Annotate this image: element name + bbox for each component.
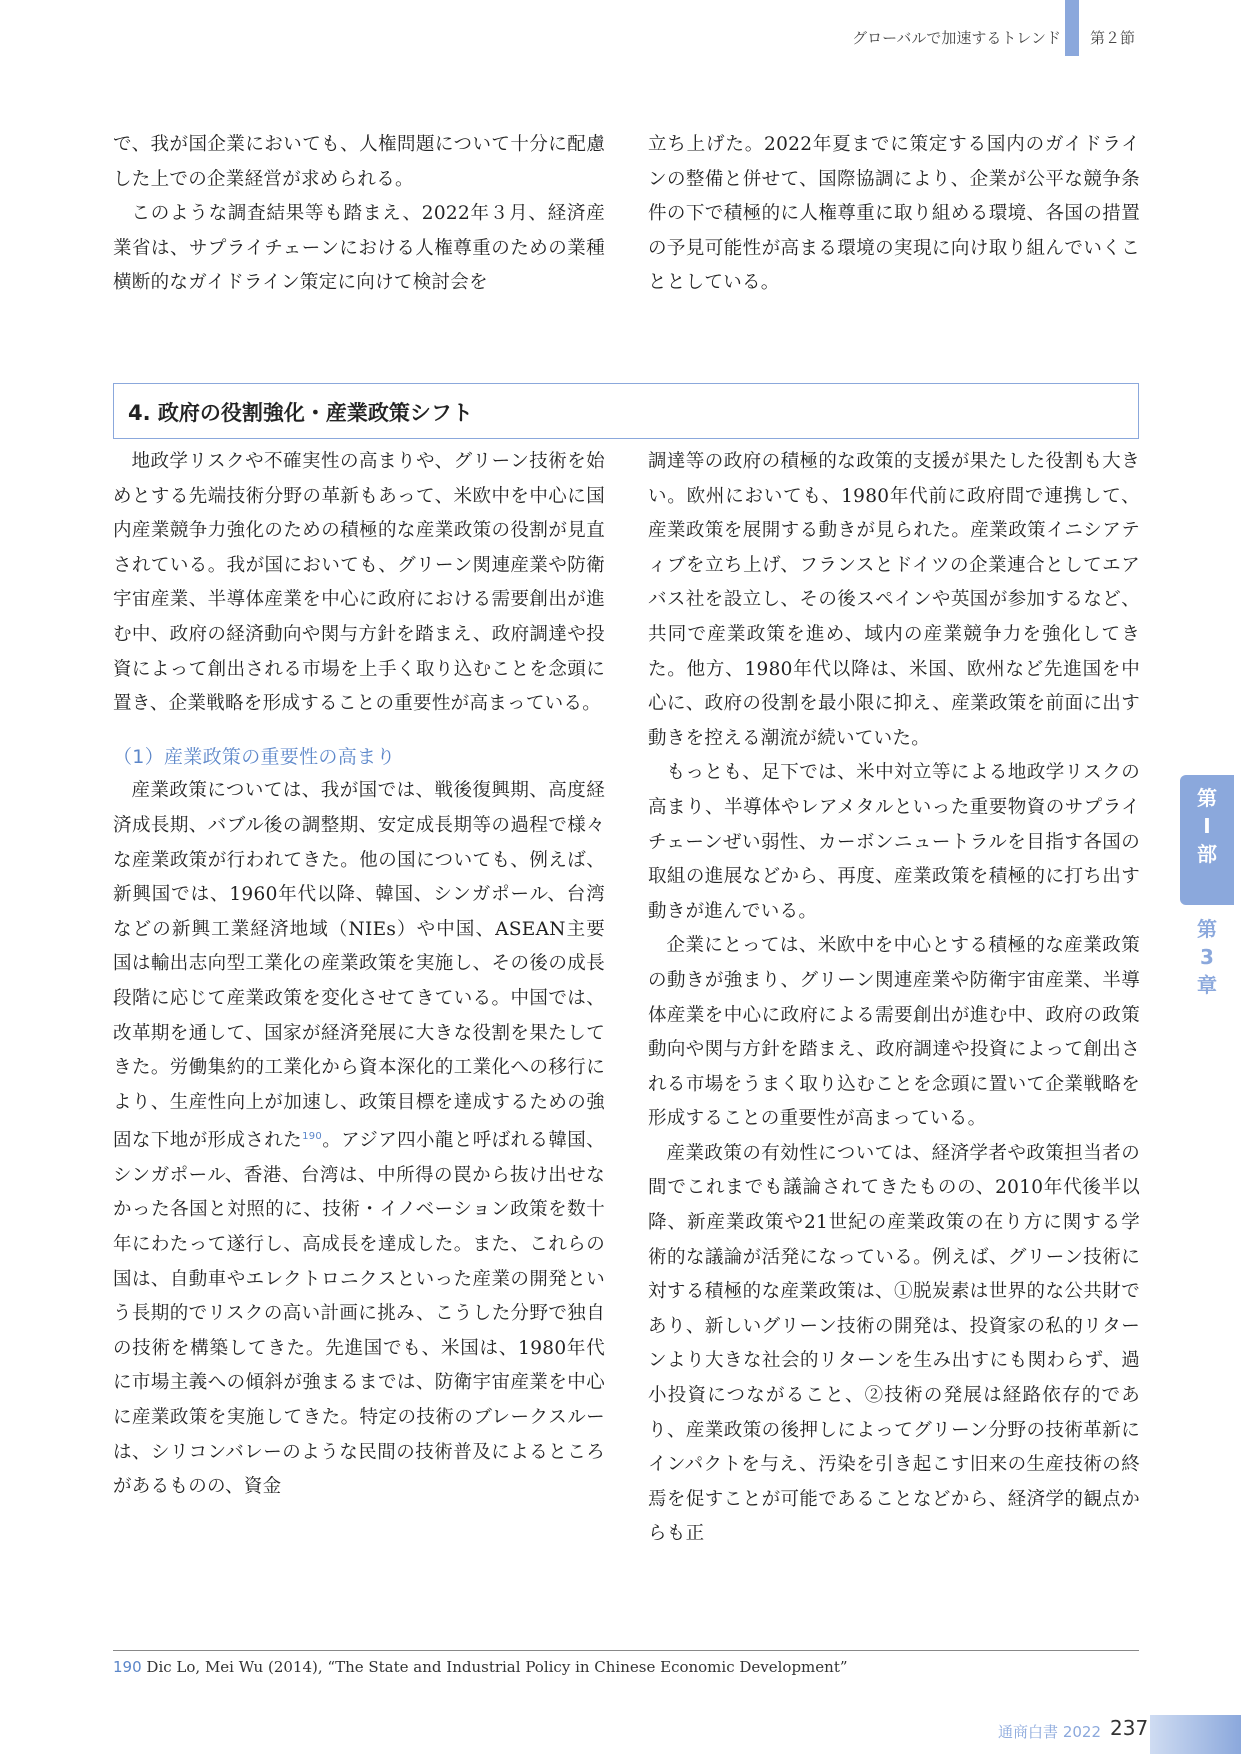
header-trend-title: グローバルで加速するトレンド [852,29,1061,47]
paragraph: で、我が国企業においても、人権問題について十分に配慮した上での企業経営が求められる。 [113,134,605,190]
chapter-tab-char: 3 [1200,945,1214,969]
footnote-number: 190 [113,1658,142,1676]
footnote-divider [113,1650,1139,1651]
part-tab-char: Ⅰ [1203,814,1211,838]
paragraph: もっとも、足下では、米中対立等による地政学リスクの高まり、半導体やレアメタルといった重要物資のサプライチェーンぜい弱性、カーボンニュートラルを目指す各国の取組の進展などから、再度、産業政策を積極的に打ち出す動きが進んでいる。 [648,762,1140,922]
paragraph: 立ち上げた。2022年夏までに策定する国内のガイドラインの整備と併せて、国際協調により、企業が公平な競争条件の下で積極的に人権尊重に取り組める環境、各国の措置の予見可能性が高まる環境の実現に向け取り組んでいくこととしている。 [648,134,1140,294]
header-section-label: 第２節 [1090,29,1136,47]
paragraph-text: 。アジア四小龍と呼ばれる韓国、シンガポール、香港、台湾は、中所得の罠から抜け出せなかった各国と対照的に、技術・イノベーション政策を数十年にわたって遂行し、高成長を達成した。また、これらの国は、自動車やエレクトロニクスといった産業の開発という長期的でリスクの高い計画に挑み、こうした分野で独自の技術を構築してきた。先進国でも、米国は、1980年代に市場主義への傾斜が強まるまでは、防衛宇宙産業を中心に産業政策を実施してきた。特定の技術のブレークスルーは、シリコンバレーのような民間の技術普及によるところがあるものの、資金 [113,1130,605,1498]
chapter-tab-char: 章 [1197,973,1217,997]
paragraph: 産業政策の有効性については、経済学者や政策担当者の間でこれまでも議論されてきたものの、2010年代後半以降、新産業政策や21世紀の産業政策の在り方に関する学術的な議論が活発になっている。例えば、グリーン技術に対する積極的な産業政策は、①脱炭素は世界的な公共財であり、新しいグリーン技術の開発は、投資家の私的リターンより大きな社会的リターンを生み出すにも関わらず、過小投資につながること、②技術の発展は経路依存的であり、産業政策の後押しによってグリーン分野の技術革新にインパクトを与え、汚染を引き起こす旧来の生産技術の終焉を促すことが可能であることなどから、経済学的観点からも正 [648,1142,1140,1545]
section-heading: 4. 政府の役割強化・産業政策シフト [128,401,473,425]
part-tab-char: 第 [1197,786,1217,810]
paragraph: 地政学リスクや不確実性の高まりや、グリーン技術を始めとする先端技術分野の革新もあって、米欧中を中心に国内産業競争力強化のための積極的な産業政策の役割が見直されている。我が国においても、グリーン関連産業や防衛宇宙産業、半導体産業を中心に政府における需要創出が進む中、政府の経済動向や関与方針を踏まえ、政府調達や投資によって創出される市場を上手く取り込むことを念頭に置き、企業戦略を形成することの重要性が高まっている。 [113,451,605,715]
header-accent-bar [1065,0,1079,56]
intro-right-column [648,128,1140,301]
paragraph: このような調査結果等も踏まえ、2022年３月、経済産業省は、サプライチェーンにおける人権尊重のための業種横断的なガイドライン策定に向けて検討会を [113,203,605,294]
paragraph [113,774,605,1504]
chapter-tab-char: 第 [1197,917,1217,941]
intro-left-column [113,128,605,301]
paragraph-text: 産業政策については、我が国では、戦後復興期、高度経済成長期、バブル後の調整期、安定成長期等の過程で様々な産業政策が行われてきた。他の国についても、例えば、新興国では、1960年代以降、韓国、シンガポール、台湾などの新興工業経済地域（NIEs）や中国、ASEAN主要国は輸出志向型工業化の産業政策を実施し、その後の成長段階に応じて産業政策を変化させてきている。中国では、改革期を通して、国家が経済発展に大きな役割を果たしてきた。労働集約的工業化から資本深化的工業化への移行により、生産性向上が加速し、政策目標を達成するための強固な下地が形成された [113,780,605,1152]
footnote-text: Dic Lo, Mei Wu (2014), “The State and Industrial Policy in Chinese Economic Development” [146,1658,848,1676]
chapter-tab[interactable] [1180,915,1234,999]
paragraph: 企業にとっては、米欧中を中心とする積極的な産業政策の動きが強まり、グリーン関連産業や防衛宇宙産業、半導体産業を中心に政府による需要創出が進む中、政府の政策動向や関与方針を踏まえ、政府調達や投資によって創出される市場をうまく取り込むことを念頭に置いて企業戦略を形成することの重要性が高まっている。 [648,935,1140,1130]
part-tab[interactable] [1180,775,1234,905]
footer-accent-bar [1150,1715,1241,1754]
subheading: （1）産業政策の重要性の高まり [113,745,396,768]
section-heading-box [113,383,1139,439]
main-right-column [648,445,1140,1552]
main-left-column [113,445,605,1505]
part-tab-char: 部 [1197,842,1217,866]
page-number: 237 [1110,1716,1149,1740]
footer-publication-title: 通商白書 2022 [998,1723,1101,1741]
footnote-ref[interactable]: 190 [302,1131,323,1143]
footnote [113,1658,848,1676]
paragraph: 調達等の政府の積極的な政策的支援が果たした役割も大きい。欧州においても、1980年代前に政府間で連携して、産業政策を展開する動きが見られた。産業政策イニシアティブを立ち上げ、フランスとドイツの企業連合としてエアバス社を設立し、その後スペインや英国が参加するなど、共同で産業政策を進め、域内の産業競争力を強化してきた。他方、1980年代以降は、米国、欧州など先進国を中心に、政府の役割を最小限に抑え、産業政策を前面に出す動きを控える潮流が続いていた。 [648,451,1140,749]
